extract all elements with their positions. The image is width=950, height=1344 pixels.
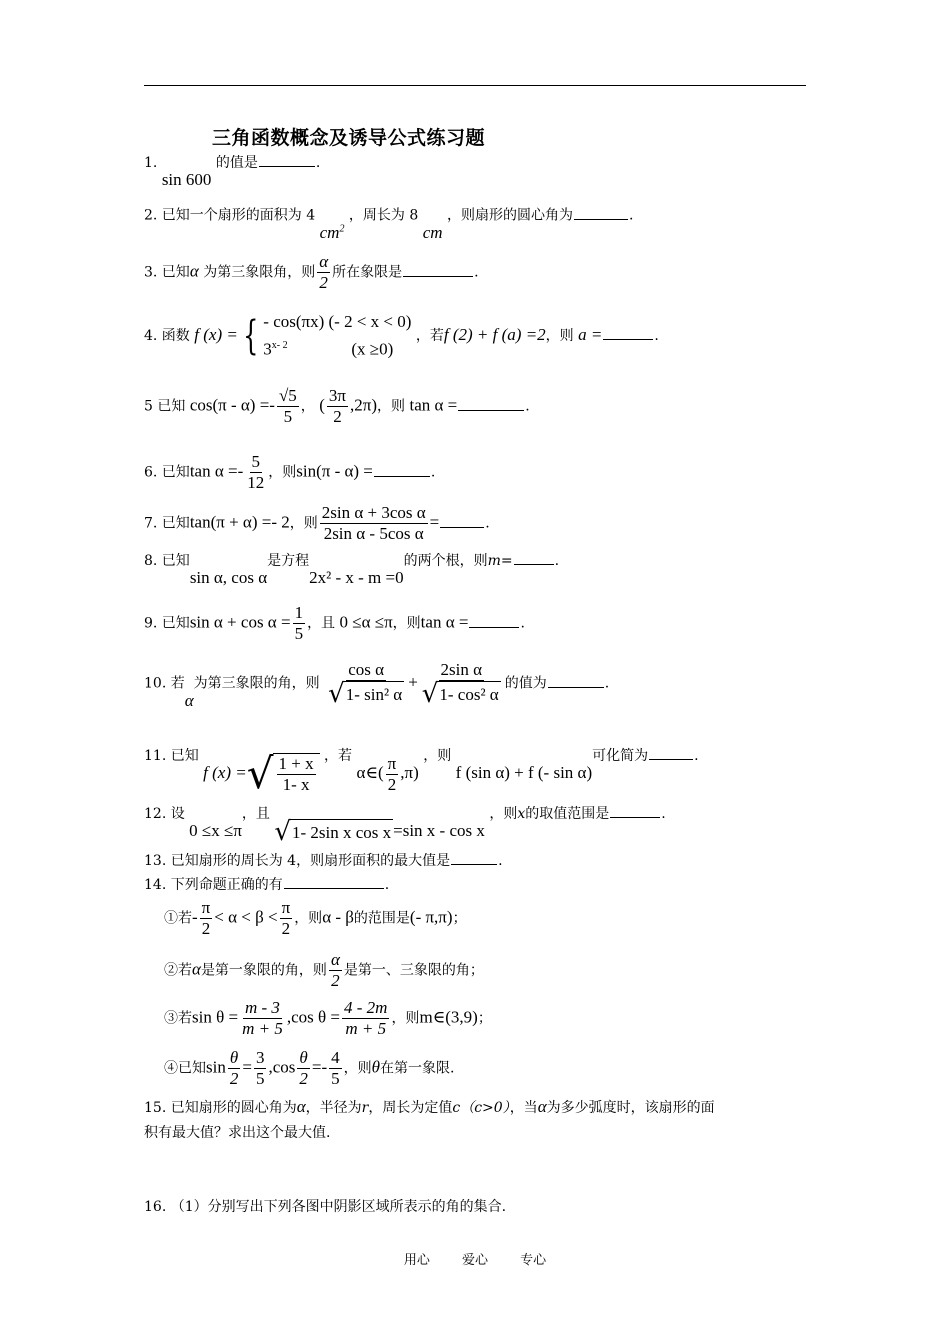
answer-blank xyxy=(374,462,430,477)
answer-blank xyxy=(259,152,315,167)
question-6: 6. 已知tan α =- $\frac{5}{12}$ ，则sin(π - α) = . xyxy=(144,452,436,492)
answer-blank xyxy=(574,205,628,220)
page-title: 三角函数概念及诱导公式练习题 xyxy=(212,127,486,149)
answer-blank xyxy=(451,850,497,865)
question-12: 12. 设 0 ≤x ≤π，且 √ 1- 2sin x cos x =sin x - cos x ，则x的取值范围是 . xyxy=(144,801,812,827)
page-footer: 用心 爱心 专心 xyxy=(403,1253,547,1268)
question-15: 15. 已知扇形的圆心角为α，半径为r，周长为定值c（c>0），当α为多少弧度时，该扇形的面 xyxy=(144,1097,715,1116)
piecewise-cases: - cos(πx) (- 2 < x < 0) 3$^{x- 2}$ (x ≥0) xyxy=(263,312,412,359)
brace-icon: { xyxy=(242,312,259,359)
question-8: 8. 已知sin α, cos α是方程2x² - x - m =0的两个根，则m= . xyxy=(144,550,812,570)
question-7: 7. 已知tan(π + α) =- 2，则 $\frac{\text{2sin α + 3cos α}}{\text{2sin α - 5cos α}}$ = . xyxy=(144,503,490,543)
question-3: 3. 已知α 为第三象限角，则 $\frac{\alpha}{2}$ 所在象限是 . xyxy=(144,252,479,292)
statement-4: ④已知sin $\frac{\theta}{2}$ = $\frac{3}{5}$ ,cos $\frac{\theta}{2}$ =- $\frac{4}{5}$ ，则θ在第一象限. xyxy=(164,1048,455,1088)
question-11: 11. 已知 f (x) = √ $\frac{1 + x}{1- x}$ ，若 α∈( $\frac{\pi}{2}$ ,π) ，则 f (sin α) + f (- sin α)可化简为 . xyxy=(144,735,812,777)
question-2: 2. 已知一个扇形的面积为 4 $cm^2$ ，周长为 8 cm ，则扇形的圆心角为 . xyxy=(144,202,812,225)
header-rule xyxy=(144,85,806,86)
answer-blank xyxy=(548,673,604,688)
fraction: $\frac{\alpha}{2}$ xyxy=(319,252,329,292)
answer-blank xyxy=(458,396,524,411)
question-1: 1. sin 600 的值是 . xyxy=(144,152,812,172)
answer-blank xyxy=(403,262,473,277)
answer-blank xyxy=(603,325,653,340)
question-13: 13. 已知扇形的周长为 4，则扇形面积的最大值是 . xyxy=(144,850,812,870)
question-14: 14. 下列命题正确的有 . xyxy=(144,874,812,894)
answer-blank xyxy=(469,613,519,628)
statement-3: ③若sin θ = $\frac{m - 3}{m + 5}$ ,cos θ = $\frac{4 - 2m}{m + 5}$ ，则m∈(3,9)； xyxy=(164,998,492,1038)
statement-2: ②若α是第一象限的角，则 $\frac{\alpha}{2}$ 是第一、三象限的角； xyxy=(164,950,484,990)
question-16: 16. （1）分别写出下列各图中阴影区域所表示的角的集合. xyxy=(144,1199,507,1215)
question-5: 5 已知 cos(π - α) =- $\frac{√5}{5}$ ， ( $\frac{3\pi}{2}$ ,2π)，则 tan α = . xyxy=(144,386,530,426)
question-10: 10. 若α为第三象限的角，则 cos α √ 1- sin² α + 2sin α √ 1- cos² α 的值为 . xyxy=(144,660,610,710)
question-4: 4. 函数 f (x) = { - cos(πx) (- 2 < x < 0) 3$^{x- 2}$ (x ≥0) ，若f (2) + f (a) =2，则 a = . xyxy=(144,310,812,362)
q1-expression: sin 600 xyxy=(161,170,212,189)
answer-blank xyxy=(610,803,660,818)
answer-blank xyxy=(514,550,554,565)
question-15-line-2: 积有最大值？求出这个最大值. xyxy=(144,1125,331,1141)
answer-blank xyxy=(649,745,693,760)
question-9: 9. 已知sin α + cos α = $\frac{1}{5}$ ，且 0 ≤α ≤π，则tan α = . xyxy=(144,603,525,643)
answer-blank xyxy=(284,874,384,889)
answer-blank xyxy=(440,513,484,528)
statement-1: ①若- $\frac{\pi}{2}$ < α < β < $\frac{\pi}{2}$ ，则α - β的范围是(- π,π)； xyxy=(164,898,467,938)
